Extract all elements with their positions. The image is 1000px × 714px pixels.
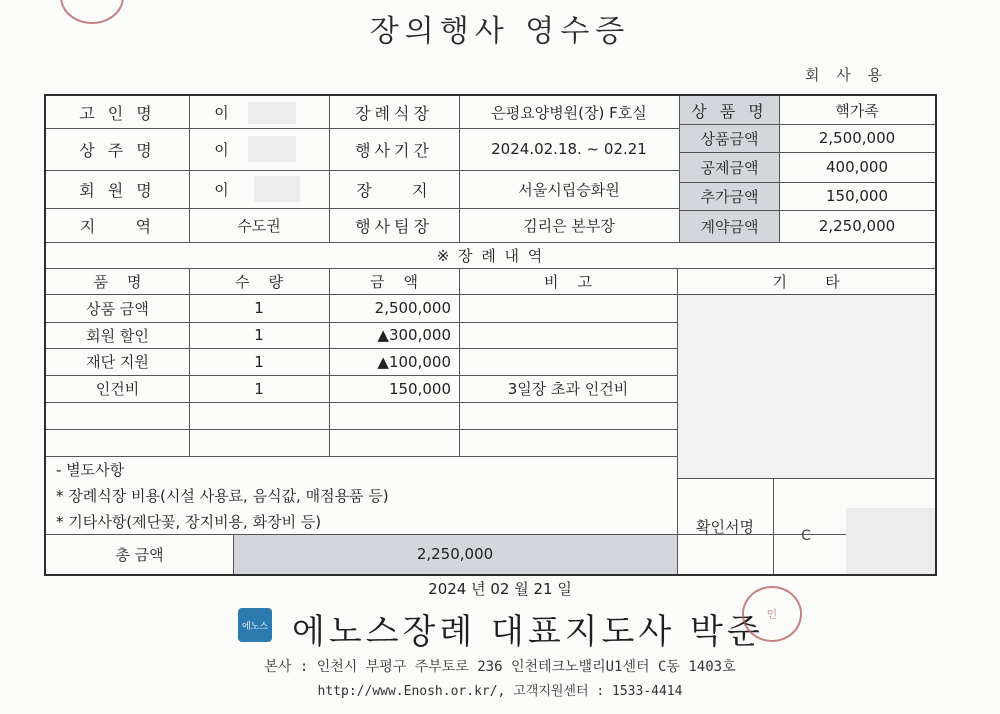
- signature-mark: C: [801, 528, 811, 544]
- company-seal: [742, 586, 802, 642]
- receipt-title: 장의행사 영수증: [369, 14, 631, 49]
- total-value: 2,250,000: [416, 545, 494, 563]
- header-note: 비 고: [543, 272, 593, 291]
- notes-line: * 기타사항(제단꽃, 장지비용, 화장비 등): [56, 512, 322, 531]
- leader-label: 행사팀장: [355, 216, 433, 236]
- row-amount: 2,500,000: [374, 299, 451, 317]
- additional-label: 추가금액: [700, 187, 759, 206]
- company-name: 에노스장례 대표지도사 박준: [292, 612, 764, 652]
- copy-label: 회 사 용: [804, 66, 888, 84]
- venue-value: 은평요양병원(장) F호실: [491, 103, 647, 122]
- company-web-contact: http://www.Enosh.or.kr/, 고객지원센터 : 1533-4414: [317, 684, 683, 699]
- header-etc: 기 타: [772, 272, 840, 291]
- product-name-label: 상 품 명: [691, 101, 768, 121]
- chief-mourner-value: 이: [214, 140, 229, 159]
- row-qty: 1: [254, 379, 264, 398]
- header-qty: 수 량: [234, 272, 284, 291]
- row-amount: ▲300,000: [377, 326, 451, 344]
- header-item: 품 명: [93, 272, 142, 291]
- issue-date: 2024 년 02 월 21 일: [428, 580, 572, 598]
- row-qty: 1: [254, 299, 264, 317]
- product-amount-value: 2,500,000: [818, 129, 896, 147]
- row-item: 재단 지원: [86, 353, 149, 371]
- row-amount: ▲100,000: [377, 352, 451, 371]
- company-logo: [238, 608, 272, 642]
- row-note: [459, 322, 677, 348]
- row-item: [46, 429, 189, 456]
- total-label: 총 금액: [115, 545, 164, 564]
- header-amount: 금 액: [369, 272, 419, 291]
- row-item: 회원 할인: [86, 326, 149, 345]
- venue-label: 장례식장: [355, 103, 433, 123]
- member-value: 이: [214, 180, 229, 199]
- row-item: 인건비: [95, 380, 140, 398]
- company-address: 본사 : 인천시 부평구 주부토로 236 인천테크노밸리U1센터 C동 1403호: [264, 659, 736, 675]
- chief-mourner-label: 상 주 명: [79, 140, 156, 160]
- region-value: 수도권: [237, 216, 281, 235]
- section-title: ※ 장 례 내 역: [436, 246, 545, 265]
- contract-value: 2,250,000: [818, 217, 896, 235]
- burial-label: 장 지: [356, 180, 432, 200]
- row-amount: 150,000: [388, 379, 451, 398]
- deceased-label: 고 인 명: [79, 103, 156, 123]
- product-name-value: 핵가족: [835, 101, 879, 120]
- period-value: 2024.02.18. ~ 02.21: [491, 140, 647, 158]
- receipt-table: [44, 94, 937, 576]
- product-amount-label: 상품금액: [700, 129, 759, 148]
- seal-text: 인: [766, 608, 778, 621]
- deduction-value: 400,000: [825, 158, 889, 176]
- deceased-value: 이: [214, 103, 229, 122]
- row-item: 상품 금액: [86, 299, 149, 318]
- member-label: 회 원 명: [79, 180, 156, 200]
- region-label: 지 역: [79, 216, 156, 236]
- confirm-signature-label: 확인서명: [696, 517, 754, 536]
- logo-text: 에노스: [241, 621, 269, 632]
- additional-value: 150,000: [825, 187, 889, 205]
- contract-label: 계약금액: [700, 217, 759, 236]
- period-label: 행사기간: [355, 140, 433, 160]
- row-item: [46, 402, 189, 429]
- row-note: [459, 294, 677, 322]
- deduction-label: 공제금액: [700, 158, 759, 177]
- burial-value: 서울시립승화원: [518, 180, 620, 199]
- row-qty: 1: [254, 326, 264, 344]
- row-qty: 1: [254, 352, 264, 371]
- leader-value: 김리은 본부장: [523, 216, 615, 235]
- notes-heading: - 별도사항: [56, 460, 125, 479]
- row-note: [459, 348, 677, 375]
- notes-line: * 장례식장 비용(시설 사용료, 음식값, 매점용품 등): [56, 486, 389, 505]
- row-note: 3일장 초과 인건비: [507, 380, 629, 398]
